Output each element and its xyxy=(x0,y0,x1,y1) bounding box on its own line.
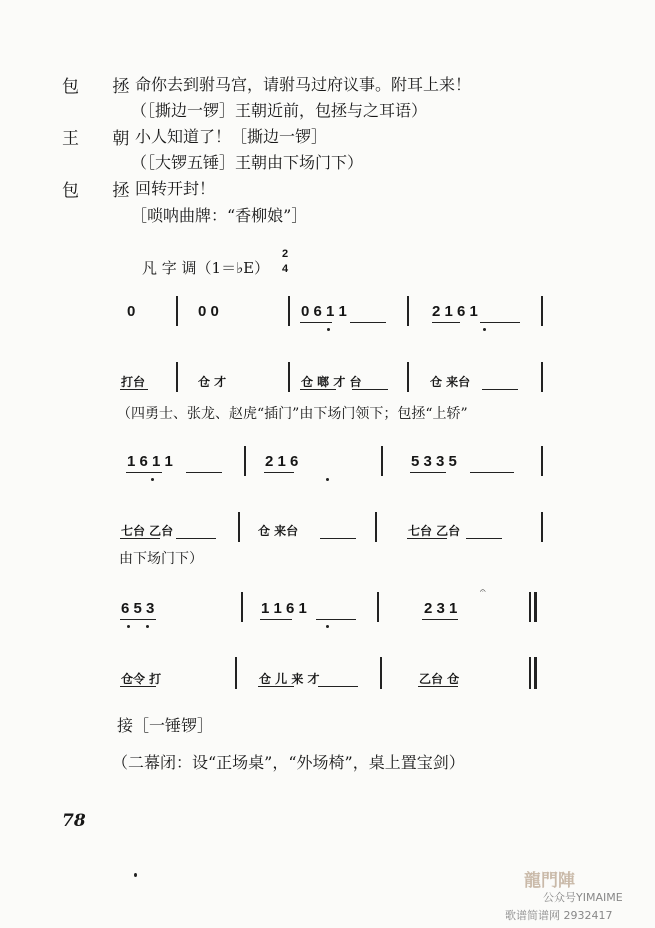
system2-perc-beam xyxy=(466,538,502,539)
system1-beam xyxy=(480,322,520,323)
system1-perc-measure4: 仓 来台 xyxy=(430,375,471,389)
system1-perc-barline xyxy=(288,362,290,392)
system1-barline xyxy=(407,296,409,326)
system1-beam xyxy=(350,322,386,323)
system1-note-measure3: 0 6 1 1 xyxy=(301,303,347,320)
system2-perc-beam xyxy=(176,538,216,539)
system2-beam xyxy=(410,472,446,473)
system2-perc-measure3: 七台 乙台 xyxy=(408,524,461,538)
system1-perc-beam xyxy=(482,389,518,390)
system3-beam xyxy=(120,619,156,620)
scene-end-direction: （二幕闭：设“正场桌”，“外场椅”，桌上置宝剑） xyxy=(112,753,465,772)
fermata-icon: 𝄐 xyxy=(480,586,486,597)
low-octave-dot xyxy=(151,478,154,481)
system1-beam xyxy=(432,322,460,323)
low-octave-dot xyxy=(327,328,330,331)
system1-perc-measure2: 仓 才 xyxy=(198,375,227,389)
system2-beam xyxy=(126,472,162,473)
system2-perc-beam xyxy=(407,538,447,539)
system1-perc-beam xyxy=(352,389,388,390)
system3-beam xyxy=(316,619,356,620)
system3-note-measure3: 2 3 1 xyxy=(424,600,458,617)
dialogue-line-1: 命你去到驸马宫，请驸马过府议事。附耳上来！ xyxy=(135,75,472,94)
watermark-logo: 龍門陣 xyxy=(524,871,575,891)
system3-beam xyxy=(422,619,458,620)
system2-end-barline xyxy=(541,446,543,476)
system1-perc-beam xyxy=(300,389,336,390)
system3-perc-barline xyxy=(380,657,382,689)
system3-perc-measure3: 乙台 仓 xyxy=(419,672,460,686)
system1-beam xyxy=(300,322,332,323)
system2-beam xyxy=(264,472,294,473)
system1-perc-beam xyxy=(120,389,148,390)
system2-beam xyxy=(470,472,514,473)
system2-note-measure2: 2 1 6 xyxy=(265,453,299,470)
stage-direction-1b: 由下场门下） xyxy=(119,551,203,567)
system1-perc-barline xyxy=(176,362,178,392)
system1-barline xyxy=(176,296,178,326)
page-number: 78 xyxy=(62,811,86,831)
system2-barline xyxy=(381,446,383,476)
dialogue-line-5: 回转开封！ xyxy=(135,179,216,198)
system1-barline xyxy=(288,296,290,326)
low-octave-dot xyxy=(326,478,329,481)
system3-note-measure2: 1 1 6 1 xyxy=(261,600,307,617)
system2-perc-beam xyxy=(120,538,160,539)
system2-perc-barline xyxy=(375,512,377,542)
low-octave-dot xyxy=(146,625,149,628)
low-octave-dot xyxy=(483,328,486,331)
system3-perc-beam xyxy=(418,686,458,687)
system2-perc-measure1: 七台 乙台 xyxy=(121,524,174,538)
system1-note-measure2: 0 0 xyxy=(198,303,219,320)
system3-perc-measure2: 仓 儿 来 才 xyxy=(259,672,320,686)
suona-tune-label: ［唢呐曲牌：“香柳娘”］ xyxy=(131,206,308,225)
system1-note-measure4: 2 1 6 1 xyxy=(432,303,478,320)
system3-perc-beam xyxy=(318,686,358,687)
join-cue: 接［一锤锣］ xyxy=(117,716,214,735)
system2-perc-measure2: 仓 来台 xyxy=(258,524,299,538)
system2-beam xyxy=(186,472,222,473)
system2-note-measure3: 5 3 3 5 xyxy=(411,453,457,470)
system1-perc-measure3: 仓 啷 才 台 xyxy=(301,375,362,389)
system2-barline xyxy=(244,446,246,476)
stage-direction-line-4: （［大锣五锤］王朝由下场门下） xyxy=(131,153,364,172)
time-signature-top: 2 xyxy=(282,248,289,260)
scan-speck xyxy=(134,873,137,877)
system3-final-barline-thick xyxy=(534,592,537,622)
dialogue-line-3: 小人知道了！［撕边一锣］ xyxy=(135,127,328,146)
system3-final-barline xyxy=(529,592,531,622)
watermark-line2: 歌谱简谱网 2932417 xyxy=(505,909,613,922)
system2-perc-beam xyxy=(320,538,356,539)
low-octave-dot xyxy=(326,625,329,628)
system1-perc-measure1: 打台 xyxy=(121,375,146,389)
system3-perc-beam xyxy=(120,686,156,687)
stage-direction-line-2: （［撕边一锣］王朝近前，包拯与之耳语） xyxy=(131,101,428,120)
time-signature-bottom: 4 xyxy=(282,263,289,275)
system3-perc-final-barline xyxy=(529,657,531,689)
stage-direction-1: （四勇士、张龙、赵虎“插门”由下场门领下；包拯“上轿” xyxy=(117,406,468,422)
role-name-5: 包 拯 xyxy=(62,181,144,201)
system1-note-measure1: 0 xyxy=(127,303,136,320)
system1-perc-end-barline xyxy=(541,362,543,392)
system3-perc-barline xyxy=(235,657,237,689)
system3-note-measure1: 6 5 3 xyxy=(121,600,155,617)
system1-perc-barline xyxy=(407,362,409,392)
system1-end-barline xyxy=(541,296,543,326)
watermark-line1: 公众号YIMAIME xyxy=(543,891,623,904)
system2-perc-barline xyxy=(238,512,240,542)
role-name-3: 王 朝 xyxy=(62,129,144,149)
key-signature: 凡 字 调（1＝♭E） xyxy=(142,259,270,277)
low-octave-dot xyxy=(127,625,130,628)
system2-note-measure1: 1 6 1 1 xyxy=(127,453,173,470)
role-name-1: 包 拯 xyxy=(62,77,144,97)
system3-perc-beam xyxy=(258,686,294,687)
system2-perc-end-barline xyxy=(541,512,543,542)
system3-perc-final-barline-thick xyxy=(534,657,537,689)
system3-beam xyxy=(260,619,292,620)
system3-barline xyxy=(377,592,379,622)
system3-barline xyxy=(241,592,243,622)
system3-perc-measure1: 仓令 打 xyxy=(121,672,162,686)
